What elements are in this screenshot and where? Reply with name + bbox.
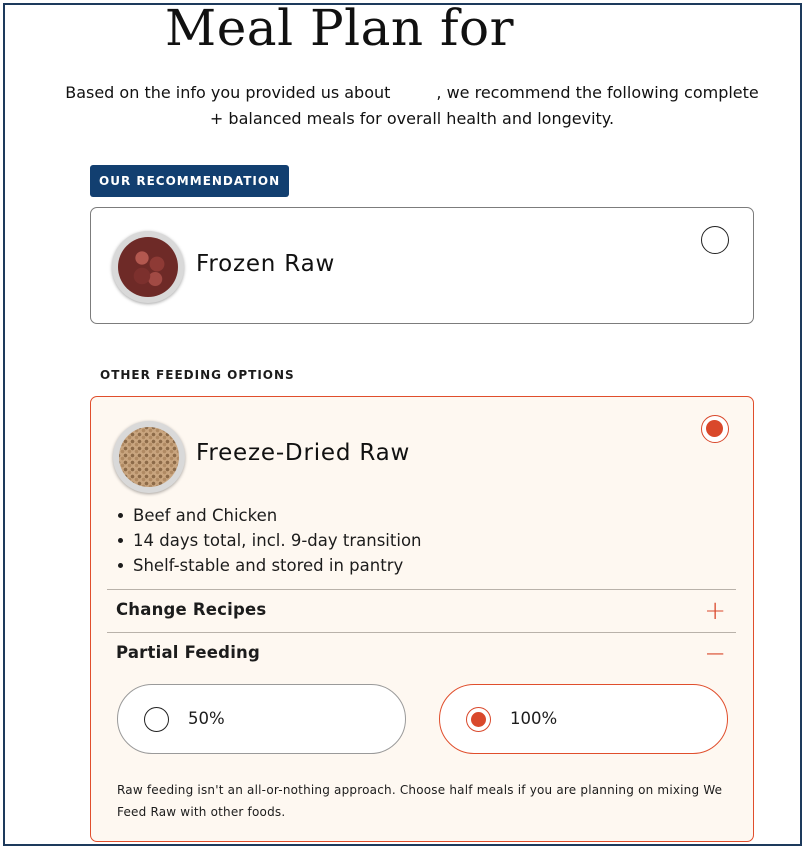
other-options-label: OTHER FEEDING OPTIONS xyxy=(100,368,295,382)
frozen-raw-card[interactable] xyxy=(90,207,754,324)
freeze-dried-card[interactable] xyxy=(90,396,754,842)
feeding-50-label: 50% xyxy=(188,709,225,728)
intro-text xyxy=(65,80,759,132)
feature-item: Shelf-stable and stored in pantry xyxy=(117,553,422,578)
feeding-100-label: 100% xyxy=(510,709,558,728)
freeze-dried-radio[interactable] xyxy=(701,415,729,443)
frozen-raw-bowl-image xyxy=(112,231,184,303)
freeze-dried-title: Freeze-Dried Raw xyxy=(196,440,411,466)
freeze-dried-bowl-image xyxy=(113,421,185,493)
partial-feeding-toggle[interactable] xyxy=(107,633,736,675)
minus-icon[interactable]: − xyxy=(704,639,726,669)
feeding-50-radio[interactable] xyxy=(144,707,169,732)
page-frame xyxy=(3,3,802,846)
feeding-option-100[interactable] xyxy=(439,684,728,754)
frozen-raw-title: Frozen Raw xyxy=(196,251,336,277)
frozen-raw-radio[interactable] xyxy=(701,226,729,254)
feeding-100-radio[interactable] xyxy=(466,707,491,732)
change-recipes-label: Change Recipes xyxy=(116,600,267,619)
feeding-option-50[interactable] xyxy=(117,684,406,754)
feature-list xyxy=(117,503,422,578)
feature-item: Beef and Chicken xyxy=(117,503,422,528)
partial-feeding-label: Partial Feeding xyxy=(116,643,261,662)
recommendation-badge: OUR RECOMMENDATION xyxy=(90,165,289,197)
page-title: Meal Plan for xyxy=(165,3,515,57)
intro-text-after: , we recommend the following complete + balanced meals for overall health and longevity. xyxy=(209,83,759,128)
change-recipes-toggle[interactable] xyxy=(107,590,736,632)
partial-feeding-note: Raw feeding isn't an all-or-nothing approach. Choose half meals if you are planning on mixing We Feed Raw with other foods. xyxy=(117,783,723,819)
intro-text-before: Based on the info you provided us about xyxy=(65,83,391,102)
feature-item: 14 days total, incl. 9-day transition xyxy=(117,528,422,553)
plus-icon[interactable]: + xyxy=(704,596,726,626)
